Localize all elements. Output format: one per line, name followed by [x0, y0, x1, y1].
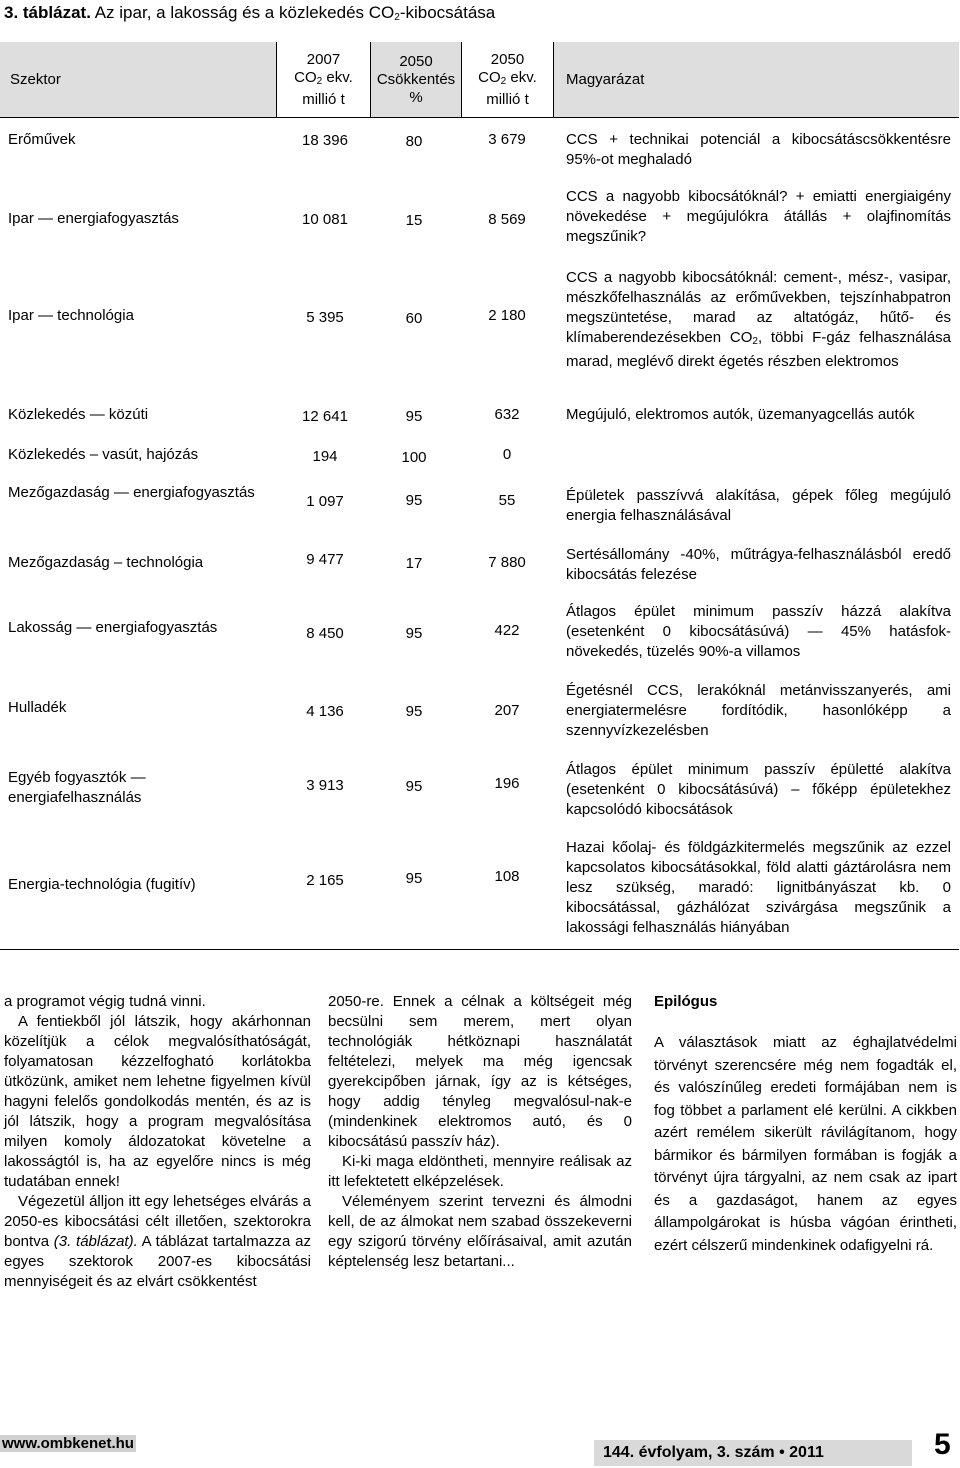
caption-title-end: -kibocsátása — [399, 3, 496, 22]
article-column-2 — [328, 992, 632, 1272]
row-sector: Közlekedés — közúti — [8, 406, 149, 423]
header-reduction: 2050 Csökkentés % — [376, 52, 456, 106]
table-header — [0, 42, 959, 118]
row-explanation: CCS a nagyobb kibocsátóknál? + emiatti energiaigény növekedése + megújulókra átállás + olajfinomítás megszűnik? — [566, 188, 951, 245]
row-reduction: 60 — [405, 310, 423, 327]
row-sector: Egyéb fogyasztók — energiafelhasználás — [8, 769, 146, 806]
row-reduction: 17 — [405, 555, 423, 572]
row-2050: 632 — [494, 406, 520, 423]
header-explanation: Magyarázat — [566, 70, 645, 88]
header-sector: Szektor — [10, 70, 61, 88]
article-column-1 — [4, 992, 311, 1292]
row-2050: 3 679 — [488, 131, 526, 148]
row-reduction: 100 — [401, 449, 427, 466]
row-2050: 7 880 — [488, 554, 526, 571]
row-2007: 1 097 — [306, 493, 344, 510]
row-2050: 0 — [502, 446, 512, 463]
table-reference: (3. táblázat). — [53, 1233, 138, 1250]
row-explanation: Átlagos épület minimum passzív épületté alakítva (esetenként 0 kibocsátásúvá) – főképp épületekhez kapcsolódó kibocsátások — [566, 761, 951, 818]
row-reduction: 95 — [405, 408, 423, 425]
row-reduction: 80 — [405, 133, 423, 150]
row-explanation: Égetésnél CCS, lerakóknál metánvisszanyerés, ami energiatermelésre fordítódik, hasonlóképp a szennyvízkezelésben — [566, 682, 951, 739]
row-explanation: CCS a nagyobb kibocsátóknál: cement-, mész-, vasipar, mészkőfelhasználás az erőművekben, tejszínhabpatron megszüntetése, marad az altatógáz, hűtő- és klímaberendezésekben $CO_2$, többi F-gáz felhasználása marad, meglévő direkt égetés részben elektromos — [566, 269, 951, 370]
paragraph: Végezetül álljon itt egy lehetséges elvárás a 2050-es kibocsátási célt illetően, szektorokra bontva (3. táblázat). A táblázat tartalmazza az egyes szektorok 2007-es kibocsátási mennyiségeit és az elvárt csökkentést — [4, 1193, 311, 1290]
row-2050: 207 — [494, 702, 520, 719]
row-2050: 55 — [498, 492, 516, 509]
row-sector: Lakosság — energiafogyasztás — [8, 619, 218, 636]
row-sector: Ipar — technológia — [8, 307, 134, 324]
footer-issue: 144. évfolyam, 3. szám • 2011 — [603, 1444, 824, 1461]
paragraph: a programot végig tudná vinni. — [4, 993, 206, 1010]
row-explanation: Épületek passzívvá alakítása, gépek főleg megújuló energia felhasználásával — [566, 487, 951, 524]
row-sector: Ipar — energiafogyasztás — [8, 210, 179, 227]
row-2007: 2 165 — [306, 872, 344, 889]
row-2007: 4 136 — [306, 703, 344, 720]
row-sector: Mezőgazdaság – technológia — [8, 554, 204, 571]
header-2007: 2007 $CO_2$ ekv. millió t — [276, 42, 371, 117]
row-2050: 108 — [494, 868, 520, 885]
page-number: 5 — [934, 1428, 951, 1461]
row-2007: 3 913 — [306, 777, 344, 794]
paragraph: A választások miatt az éghajlatvédelmi törvényt szerencsére még nem fogadták el, és valószínűleg eredeti formájában nem is fog többet a parlament elé kerülni. A cikkben azért remélem sikerült rávilágítanom, hogy bármikor és bármilyen formában is fogják a törvényt újra tárgyalni, az nem csak az ipart és a gazdaságot, hanem az egyes állampolgárokat is húsba vágóan érintheti, ezért célszerű mindenkinek odafigyelni rá. — [654, 1034, 957, 1254]
row-sector: Energia-technológia (fugitív) — [8, 876, 196, 893]
row-reduction: 95 — [405, 492, 423, 509]
row-2007: 5 395 — [306, 309, 344, 326]
caption-label: 3. táblázat. — [4, 3, 91, 22]
row-explanation: Hazai kőolaj- és földgázkitermelés megszűnik az ezzel kapcsolatos kibocsátásokkal, föld alatti gáztárolásra nem lesz szükség, maradó: lignitbányászat kb. 0 kibocsátással, gázhálózat szivárgása megszűnik a lakossági felhasználás hiányában — [566, 839, 951, 936]
paragraph: 2050-re. Ennek a célnak a költségeit még becsülni sem merem, mert olyan technológiák hétköznapi használatát feltételezi, melyek ma még igencsak gyerekcipőben járnak, így az is kétséges, hogy addig tényleg megvalósul-nak-e (mindenkinek elektromos autó, és 0 kibocsátású passzív ház). — [328, 993, 632, 1150]
row-sector: Erőművek — [8, 131, 76, 148]
row-explanation: Sertésállomány -40%, műtrágya-felhasználásból eredő kibocsátás felezése — [566, 546, 951, 583]
row-sector: Közlekedés – vasút, hajózás — [8, 446, 199, 463]
row-reduction: 95 — [405, 778, 423, 795]
row-2050: 196 — [494, 775, 520, 792]
row-explanation: CCS + technikai potenciál a kibocsátáscsökkentésre 95%-ot meghaladó — [566, 131, 951, 168]
paragraph: A fentiekből jól látszik, hogy akárhonnan közelítjük a célok megvalósíthatóságát, folyamatosan kézzelfogható korlátokba ütközünk, amiket nem lehetne figyelmen kívül hagyni felelős gondolkodás mentén, és az is jól látszik, hogy a program megvalósítása milyen komoly áldozatokat követelne a lakosságtól is, ha az egyelőre nincs is még tudatában ennek! — [4, 1013, 311, 1190]
row-2050: 2 180 — [488, 307, 526, 324]
row-2007: 8 450 — [306, 625, 344, 642]
row-2007: 194 — [312, 448, 338, 465]
row-sector: Hulladék — [8, 699, 67, 716]
row-2050: 422 — [494, 622, 520, 639]
paragraph: Ki-ki maga eldöntheti, mennyire reálisak az itt lefektetett elképzelések. — [328, 1153, 632, 1190]
section-heading: Epilógus — [654, 993, 718, 1010]
row-2050: 8 569 — [488, 211, 526, 228]
header-2050: 2050 $CO_2$ ekv. millió t — [461, 42, 554, 117]
row-sector: Mezőgazdaság — energiafogyasztás — [8, 484, 255, 501]
row-2007: 10 081 — [302, 211, 348, 228]
row-2007: 9 477 — [306, 551, 344, 568]
caption-title-sub: 2 — [394, 12, 400, 23]
caption-title: Az ipar, a lakosság és a közlekedés CO — [94, 3, 395, 22]
article-column-3 — [654, 992, 957, 1257]
row-reduction: 95 — [405, 870, 423, 887]
paragraph: Véleményem szerint tervezni és álmodni kell, de az álmokat nem szabad összekeverni egy szigorú törvény előírásaival, amit azután képtelenség lesz betartani... — [328, 1193, 632, 1270]
row-2007: 18 396 — [302, 132, 348, 149]
footer-website: www.ombkenet.hu — [2, 1435, 134, 1452]
row-reduction: 95 — [405, 625, 423, 642]
row-reduction: 15 — [405, 212, 423, 229]
table-caption — [4, 0, 495, 31]
row-2007: 12 641 — [302, 408, 348, 425]
row-reduction: 95 — [405, 703, 423, 720]
row-explanation: Megújuló, elektromos autók, üzemanyagcellás autók — [566, 406, 915, 423]
row-explanation: Átlagos épület minimum passzív házzá alakítva (esetenként 0 kibocsátásúvá) — 45% hatásfok-növekedés, tüzelés 90%-a villamos — [566, 603, 951, 660]
